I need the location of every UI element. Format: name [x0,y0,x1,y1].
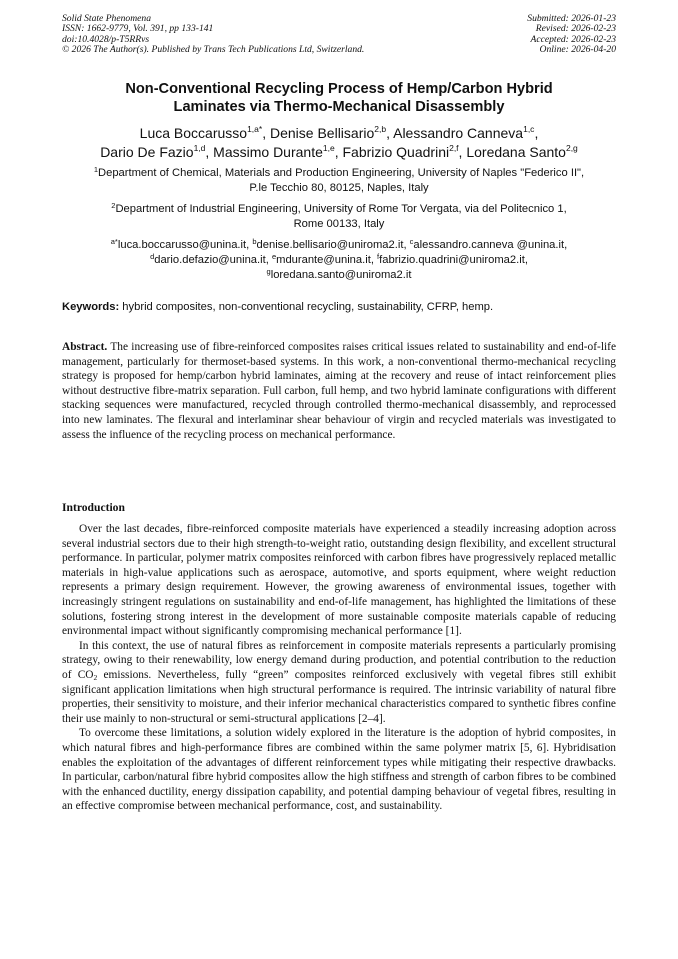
email-link[interactable]: fabrizio.quadrini@uniroma2.it, [379,254,528,267]
affiliation-1 [62,166,616,196]
author-name: Alessandro Canneva [393,125,524,141]
affiliation-address: Rome 00133, Italy [293,218,385,231]
copyright-line: © 2026 The Author(s). Published by Trans Tech Publications Ltd, Switzerland. [62,44,365,56]
author-list [62,124,616,162]
email-link[interactable]: alessandro.canneva @unina.it, [413,239,568,251]
title-line-2: Laminates via Thermo-Mechanical Disassembly [173,99,505,115]
email-link[interactable]: mdurante@unina.it, [276,254,378,267]
publication-dates [527,14,616,56]
paragraph-text: In this context, the use of natural fibres as reinforcement in composite materials represents a particularly promising strategy, owing to their renewability, low energy demand during production, and potential contribution to the reduction of CO [62,639,616,681]
email-sup: e [271,252,277,262]
keywords-text: hybrid composites, non-conventional recycling, sustainability, CFRP, hemp. [119,301,494,313]
email-sup: g [266,267,271,277]
author-affil-sup: 2,g [565,143,578,153]
email-link[interactable]: luca.boccarusso@unina.it, [117,239,253,251]
introduction-body [62,522,616,814]
email-link[interactable]: loredana.santo@uniroma2.it [270,269,412,282]
author-name: Massimo Durante [213,144,323,160]
author-affil-sup: 1,a* [247,124,263,134]
abstract-text: The increasing use of fibre-reinforced composites raises critical issues related to sustainability and end-of-life management, particularly for thermoset-based systems. In this work, a non-conventional thermo-mechanical recycling strategy is proposed for hemp/carbon hybrid laminates, aiming at the recovery and reuse of intact reinforcement plies without destructive fibre-matrix separation. Full carbon, full hemp, and two hybrid laminate configurations with different stacking sequences were manufactured, recycled through controlled thermo-mechanical disassembly, and reprocessed into new laminates. The flexural and interlaminar shear behaviour of virgin and recycled materials was investigated to assess the influence of the recycling process on mechanical performance. [62,341,616,441]
email-sup: a* [110,237,118,246]
author-name: Fabrizio Quadrini [342,144,450,160]
author-sep: , [205,144,214,160]
author-sep: , [458,144,467,160]
paragraph [62,639,616,727]
email-sup: b [252,237,257,246]
affiliation-text: Department of Chemical, Materials and Production Engineering, University of Naples "Federico II", [98,167,585,179]
accepted-date: Accepted: 2026-02-23 [530,33,616,45]
email-sup: f [377,252,380,262]
affiliation-address: P.le Tecchio 80, 80125, Naples, Italy [249,182,429,195]
journal-info [62,14,364,56]
author-line-1 [62,124,616,143]
author-affil-sup: 1,e [322,143,335,153]
author-name: Loredana Santo [466,144,566,160]
online-date: Online: 2026-04-20 [539,44,616,56]
author-sep: , [386,125,394,141]
author-sep: , [334,144,343,160]
submitted-date: Submitted: 2026-01-23 [527,13,616,24]
abstract-section [62,340,616,442]
author-affil-sup: 2,f [449,143,459,153]
author-name: Luca Boccarusso [139,125,248,141]
author-affil-sup: 2,b [374,124,387,134]
paragraph-text: emissions. Nevertheless, fully “green” composites reinforced exclusively with vegetal fibres still exhibit significant application limitations when high structural performance is required. The intrinsic variability of natural fibre properties, their sensitivity to moisture, and their inferior mechanical characteristics compared to synthetic fibres confine their use mainly to non-structural or semi-structural applications [2–4]. [62,668,616,725]
author-line-2 [62,143,616,162]
email-link[interactable]: denise.bellisario@uniroma2.it, [256,239,410,251]
email-sup: c [409,237,414,246]
author-affil-sup: 1,d [193,143,206,153]
introduction-heading: Introduction [62,501,125,514]
affiliation-number: 1 [93,165,99,174]
affiliation-text: Department of Industrial Engineering, University of Rome Tor Vergata, via del Politecnico 1, [115,203,567,215]
email-link[interactable]: dario.defazio@unina.it, [154,254,272,267]
affiliation-number: 2 [111,201,116,210]
subscript: 2 [93,672,98,682]
title-line-1: Non-Conventional Recycling Process of Hemp/Carbon Hybrid [125,81,553,97]
author-name: Dario De Fazio [100,144,194,160]
abstract-label: Abstract. [62,341,108,353]
email-sup: d [150,252,155,262]
keywords-section [62,300,616,315]
author-name: Denise Bellisario [269,125,375,141]
author-sep: , [262,125,270,141]
issn-line: ISSN: 1662-9779, Vol. 391, pp 133-141 [62,23,214,35]
paragraph: To overcome these limitations, a solution widely explored in the literature is the adoption of hybrid composites, in which natural fibres and high-performance fibres are combined within the same polymer matrix [5, 6]. Hybridisation enables the exploitation of the advantages of different reinforcement types while mitigating their respective drawbacks. In particular, carbon/natural fibre hybrid composites allow the high stiffness and strength of carbon fibres to be combined with the enhanced ductility, energy dissipation capability, and potential damping behaviour of vegetal fibres, resulting in an effective compromise between mechanical performance, cost, and sustainability. [62,727,616,813]
author-sep: , [534,125,539,141]
doi-line: doi:10.4028/p-T5RRvs [62,33,150,45]
journal-name: Solid State Phenomena [62,13,151,24]
revised-date: Revised: 2026-02-23 [535,23,616,35]
author-affil-sup: 1,c [523,124,535,134]
email-list [62,238,616,284]
paragraph: Over the last decades, fibre-reinforced composite materials have experienced a steadily increasing adoption across several industrial sectors due to their high strength-to-weight ratio, outstanding design flexibility, and excellent structural performance. In particular, polymer matrix composites reinforced with carbon fibres have progressively replaced metallic materials in high-value applications such as aerospace, automotive, and sports equipment, where weight reduction represents a primary design requirement. However, the growing awareness of environmental issues, together with increasingly stringent regulations on sustainability and end-of-life management, has highlighted the limitations of these solutions, fostering strong interest in the development of more sustainable composite materials capable of reducing environmental impact without significantly compromising mechanical performance [1]. [62,523,616,638]
affiliation-2 [62,202,616,232]
keywords-label: Keywords: [62,301,120,313]
paper-title [62,80,616,116]
